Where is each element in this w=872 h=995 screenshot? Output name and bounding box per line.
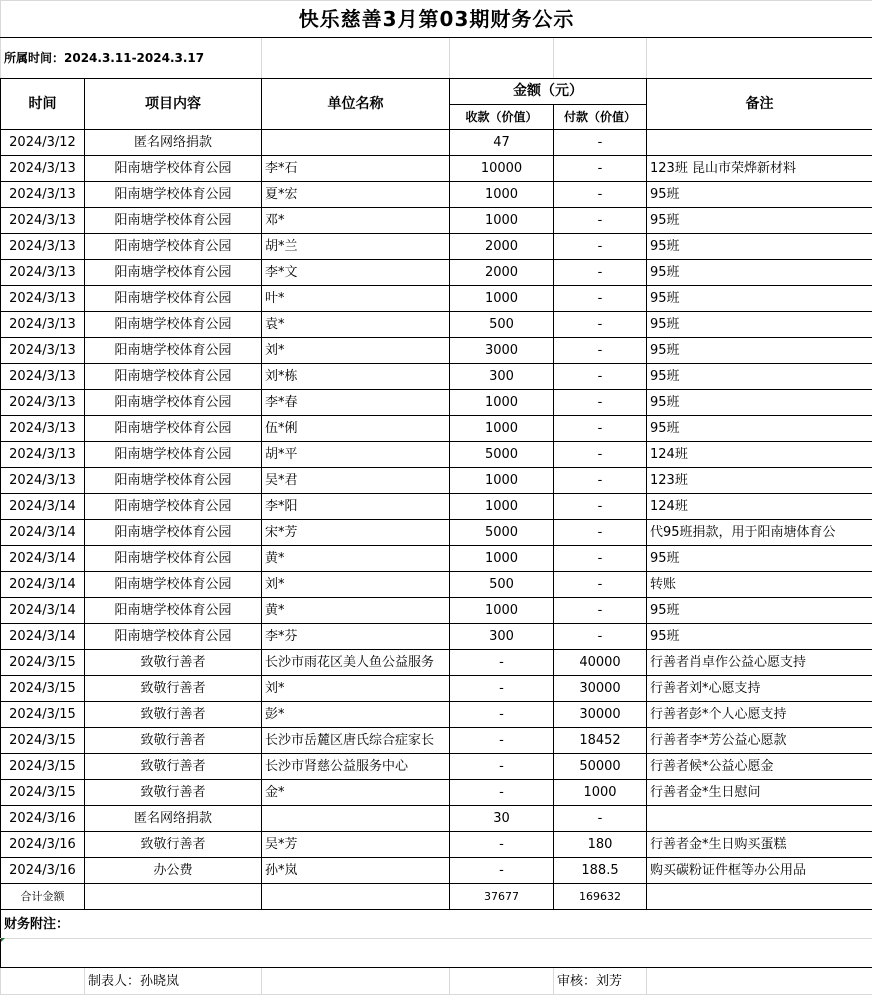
- cell-unit[interactable]: 邓*: [262, 208, 450, 234]
- cell-remark[interactable]: 123班 昆山市荣烨新材料: [647, 156, 872, 182]
- cell-remark[interactable]: 124班: [647, 442, 872, 468]
- cell-item[interactable]: 致敬行善者: [85, 780, 262, 806]
- table-row: [1, 364, 872, 390]
- cell-unit[interactable]: 李*阳: [262, 494, 450, 520]
- cell-remark[interactable]: 95班: [647, 416, 872, 442]
- cell-item[interactable]: 阳南塘学校体育公园: [85, 598, 262, 624]
- notes-content-row: [1, 939, 872, 968]
- table-row: [1, 442, 872, 468]
- cell-income[interactable]: -: [450, 650, 554, 676]
- cell-payment[interactable]: 30000: [554, 702, 647, 728]
- cell-income[interactable]: 300: [450, 624, 554, 650]
- cell-date[interactable]: 2024/3/14: [1, 572, 85, 598]
- cell-item[interactable]: 阳南塘学校体育公园: [85, 546, 262, 572]
- cell-date[interactable]: 2024/3/13: [1, 208, 85, 234]
- cell-date[interactable]: 2024/3/16: [1, 806, 85, 832]
- cell-remark[interactable]: 95班: [647, 598, 872, 624]
- cell-date[interactable]: 2024/3/13: [1, 234, 85, 260]
- cell-unit[interactable]: 伍*俐: [262, 416, 450, 442]
- cell-unit[interactable]: 李*芬: [262, 624, 450, 650]
- cell-payment[interactable]: -: [554, 572, 647, 598]
- cell-date[interactable]: 2024/3/13: [1, 182, 85, 208]
- table-row: [1, 286, 872, 312]
- cell-payment[interactable]: 50000: [554, 754, 647, 780]
- table-row: [1, 156, 872, 182]
- cell-income[interactable]: 500: [450, 572, 554, 598]
- table-row: [1, 338, 872, 364]
- cell-income[interactable]: 1000: [450, 390, 554, 416]
- cell-item[interactable]: 阳南塘学校体育公园: [85, 572, 262, 598]
- cell-remark[interactable]: 行善者彭*个人心愿支持: [647, 702, 872, 728]
- totals-label: 合计金额: [1, 884, 85, 910]
- header-income: 收款（价值）: [450, 105, 554, 130]
- cell-remark[interactable]: 95班: [647, 182, 872, 208]
- cell-income[interactable]: 1000: [450, 416, 554, 442]
- cell-remark[interactable]: 转账: [647, 572, 872, 598]
- totals-income: 37677: [450, 884, 554, 910]
- table-row: [1, 858, 872, 884]
- cell-remark[interactable]: 购买碳粉证件框等办公用品: [647, 858, 872, 884]
- period-label: 所属时间：2024.3.11-2024.3.17: [1, 38, 262, 79]
- cell-income[interactable]: 2000: [450, 234, 554, 260]
- cell-unit[interactable]: 胡*平: [262, 442, 450, 468]
- table-row: [1, 494, 872, 520]
- cell-unit[interactable]: 李*春: [262, 390, 450, 416]
- cell-income[interactable]: 5000: [450, 442, 554, 468]
- table-row: [1, 650, 872, 676]
- cell-income[interactable]: 1000: [450, 494, 554, 520]
- table-row: [1, 390, 872, 416]
- cell-payment[interactable]: -: [554, 156, 647, 182]
- cell-unit[interactable]: 吴*芳: [262, 832, 450, 858]
- cell-income[interactable]: 1000: [450, 546, 554, 572]
- cell-payment[interactable]: -: [554, 494, 647, 520]
- cell-date[interactable]: 2024/3/12: [1, 130, 85, 156]
- cell-income[interactable]: 1000: [450, 286, 554, 312]
- cell-remark[interactable]: 95班: [647, 260, 872, 286]
- table-row: [1, 598, 872, 624]
- cell-remark[interactable]: 行善者金*生日慰问: [647, 780, 872, 806]
- cell-item[interactable]: 阳南塘学校体育公园: [85, 390, 262, 416]
- cell-date[interactable]: 2024/3/13: [1, 468, 85, 494]
- cell-income[interactable]: 10000: [450, 156, 554, 182]
- cell-income[interactable]: 1000: [450, 598, 554, 624]
- totals-payment: 169632: [554, 884, 647, 910]
- cell-remark[interactable]: [647, 806, 872, 832]
- notes-row: [1, 910, 872, 939]
- reviewer-label: 审核：刘芳: [554, 968, 647, 995]
- cell-payment[interactable]: -: [554, 416, 647, 442]
- cell-item[interactable]: 阳南塘学校体育公园: [85, 260, 262, 286]
- table-row: [1, 676, 872, 702]
- cell-item[interactable]: 致敬行善者: [85, 650, 262, 676]
- cell-unit[interactable]: 孙*岚: [262, 858, 450, 884]
- cell-payment[interactable]: 30000: [554, 676, 647, 702]
- cell-item[interactable]: 阳南塘学校体育公园: [85, 468, 262, 494]
- cell-date[interactable]: 2024/3/14: [1, 624, 85, 650]
- cell-payment[interactable]: 188.5: [554, 858, 647, 884]
- cell-income[interactable]: 300: [450, 364, 554, 390]
- cell-income[interactable]: -: [450, 676, 554, 702]
- cell-payment[interactable]: 1000: [554, 780, 647, 806]
- cell-date[interactable]: 2024/3/13: [1, 260, 85, 286]
- cell-unit[interactable]: 夏*宏: [262, 182, 450, 208]
- cell-item[interactable]: 阳南塘学校体育公园: [85, 494, 262, 520]
- cell-item[interactable]: 阳南塘学校体育公园: [85, 624, 262, 650]
- cell-marker-icon: [1, 938, 5, 942]
- cell-payment[interactable]: -: [554, 364, 647, 390]
- header-date: 时间: [1, 79, 85, 130]
- cell-date[interactable]: 2024/3/16: [1, 832, 85, 858]
- table-row: [1, 780, 872, 806]
- cell-unit[interactable]: 刘*栋: [262, 364, 450, 390]
- cell-item[interactable]: 阳南塘学校体育公园: [85, 286, 262, 312]
- cell-date[interactable]: 2024/3/13: [1, 286, 85, 312]
- cell-item[interactable]: 致敬行善者: [85, 676, 262, 702]
- cell-unit[interactable]: 李*石: [262, 156, 450, 182]
- cell-income[interactable]: -: [450, 702, 554, 728]
- header-unit: 单位名称: [262, 79, 450, 130]
- table-row: [1, 702, 872, 728]
- cell-date[interactable]: 2024/3/14: [1, 520, 85, 546]
- cell-payment[interactable]: -: [554, 806, 647, 832]
- cell-payment[interactable]: -: [554, 468, 647, 494]
- cell-payment[interactable]: -: [554, 442, 647, 468]
- cell-date[interactable]: 2024/3/14: [1, 546, 85, 572]
- table-row: [1, 260, 872, 286]
- cell-income[interactable]: 30: [450, 806, 554, 832]
- cell-unit[interactable]: 金*: [262, 780, 450, 806]
- cell-date[interactable]: 2024/3/13: [1, 338, 85, 364]
- cell-date[interactable]: 2024/3/13: [1, 312, 85, 338]
- cell-remark[interactable]: 行善者金*生日购买蛋糕: [647, 832, 872, 858]
- table-row: [1, 754, 872, 780]
- cell-item[interactable]: 办公费: [85, 858, 262, 884]
- header-payment: 付款（价值）: [554, 105, 647, 130]
- cell-income[interactable]: -: [450, 754, 554, 780]
- cell-income[interactable]: -: [450, 832, 554, 858]
- cell-date[interactable]: 2024/3/15: [1, 754, 85, 780]
- cell-item[interactable]: 阳南塘学校体育公园: [85, 442, 262, 468]
- table-row: [1, 312, 872, 338]
- table-row: [1, 572, 872, 598]
- cell-date[interactable]: 2024/3/13: [1, 364, 85, 390]
- cell-income[interactable]: -: [450, 780, 554, 806]
- cell-income[interactable]: 3000: [450, 338, 554, 364]
- cell-payment[interactable]: -: [554, 624, 647, 650]
- cell-unit[interactable]: 黄*: [262, 546, 450, 572]
- cell-remark[interactable]: 行善者刘*心愿支持: [647, 676, 872, 702]
- table-row: [1, 468, 872, 494]
- cell-unit[interactable]: 叶*: [262, 286, 450, 312]
- cell-payment[interactable]: -: [554, 598, 647, 624]
- cell-date[interactable]: 2024/3/15: [1, 676, 85, 702]
- cell-item[interactable]: 阳南塘学校体育公园: [85, 364, 262, 390]
- table-row: [1, 182, 872, 208]
- cell-unit[interactable]: 长沙市岳麓区唐氏综合症家长: [262, 728, 450, 754]
- table-row: [1, 832, 872, 858]
- cell-payment[interactable]: -: [554, 234, 647, 260]
- table-row: [1, 130, 872, 156]
- cell-payment[interactable]: -: [554, 182, 647, 208]
- cell-date[interactable]: 2024/3/15: [1, 780, 85, 806]
- table-row: [1, 520, 872, 546]
- cell-remark[interactable]: 行善者肖卓作公益心愿支持: [647, 650, 872, 676]
- table-row: [1, 416, 872, 442]
- cell-item[interactable]: 阳南塘学校体育公园: [85, 338, 262, 364]
- cell-unit[interactable]: 长沙市肾慈公益服务中心: [262, 754, 450, 780]
- table-row: [1, 546, 872, 572]
- cell-unit[interactable]: 胡*兰: [262, 234, 450, 260]
- header-remark: 备注: [647, 79, 872, 130]
- table-row: [1, 728, 872, 754]
- cell-item[interactable]: 致敬行善者: [85, 754, 262, 780]
- cell-income[interactable]: -: [450, 858, 554, 884]
- cell-income[interactable]: 1000: [450, 208, 554, 234]
- cell-remark[interactable]: 95班: [647, 390, 872, 416]
- cell-payment[interactable]: 180: [554, 832, 647, 858]
- cell-item[interactable]: 阳南塘学校体育公园: [85, 312, 262, 338]
- cell-unit[interactable]: 宋*芳: [262, 520, 450, 546]
- cell-payment[interactable]: -: [554, 312, 647, 338]
- cell-payment[interactable]: -: [554, 338, 647, 364]
- cell-item[interactable]: 阳南塘学校体育公园: [85, 234, 262, 260]
- cell-remark[interactable]: 123班: [647, 468, 872, 494]
- cell-item[interactable]: 致敬行善者: [85, 728, 262, 754]
- cell-remark[interactable]: 95班: [647, 624, 872, 650]
- cell-date[interactable]: 2024/3/13: [1, 442, 85, 468]
- cell-income[interactable]: 500: [450, 312, 554, 338]
- table-row: [1, 624, 872, 650]
- table-row: [1, 806, 872, 832]
- cell-income[interactable]: 1000: [450, 468, 554, 494]
- cell-remark[interactable]: 95班: [647, 234, 872, 260]
- cell-payment[interactable]: -: [554, 546, 647, 572]
- cell-income[interactable]: -: [450, 728, 554, 754]
- cell-unit[interactable]: [262, 806, 450, 832]
- cell-unit[interactable]: 刘*: [262, 572, 450, 598]
- cell-date[interactable]: 2024/3/16: [1, 858, 85, 884]
- cell-unit[interactable]: 长沙市雨花区美人鱼公益服务: [262, 650, 450, 676]
- cell-item[interactable]: 阳南塘学校体育公园: [85, 182, 262, 208]
- cell-unit[interactable]: 刘*: [262, 338, 450, 364]
- cell-unit[interactable]: 李*文: [262, 260, 450, 286]
- cell-payment[interactable]: -: [554, 286, 647, 312]
- header-amount: 金额（元）: [450, 79, 647, 105]
- cell-remark[interactable]: 95班: [647, 208, 872, 234]
- cell-payment[interactable]: 40000: [554, 650, 647, 676]
- cell-income[interactable]: 47: [450, 130, 554, 156]
- cell-payment[interactable]: -: [554, 260, 647, 286]
- cell-unit[interactable]: 刘*: [262, 676, 450, 702]
- cell-remark[interactable]: 124班: [647, 494, 872, 520]
- cell-payment[interactable]: 18452: [554, 728, 647, 754]
- cell-payment[interactable]: -: [554, 208, 647, 234]
- cell-date[interactable]: 2024/3/13: [1, 390, 85, 416]
- cell-date[interactable]: 2024/3/15: [1, 650, 85, 676]
- cell-date[interactable]: 2024/3/13: [1, 156, 85, 182]
- cell-income[interactable]: 1000: [450, 182, 554, 208]
- header-item: 项目内容: [85, 79, 262, 130]
- cell-income[interactable]: 5000: [450, 520, 554, 546]
- cell-income[interactable]: 2000: [450, 260, 554, 286]
- cell-remark[interactable]: 行善者李*芳公益心愿款: [647, 728, 872, 754]
- cell-unit[interactable]: 彭*: [262, 702, 450, 728]
- cell-remark[interactable]: 95班: [647, 312, 872, 338]
- cell-date[interactable]: 2024/3/15: [1, 702, 85, 728]
- cell-remark[interactable]: 95班: [647, 546, 872, 572]
- totals-row: [1, 884, 872, 910]
- cell-remark[interactable]: 95班: [647, 338, 872, 364]
- signature-row: [1, 968, 872, 995]
- preparer-label: 制表人：孙晓岚: [85, 968, 262, 995]
- cell-item[interactable]: 阳南塘学校体育公园: [85, 416, 262, 442]
- table-row: [1, 234, 872, 260]
- cell-unit[interactable]: 袁*: [262, 312, 450, 338]
- cell-unit[interactable]: 黄*: [262, 598, 450, 624]
- cell-item[interactable]: 阳南塘学校体育公园: [85, 208, 262, 234]
- notes-content[interactable]: [1, 939, 872, 968]
- cell-remark[interactable]: [647, 130, 872, 156]
- cell-date[interactable]: 2024/3/14: [1, 598, 85, 624]
- cell-remark[interactable]: 代95班捐款，用于阳南塘体育公: [647, 520, 872, 546]
- cell-unit[interactable]: 吴*君: [262, 468, 450, 494]
- table-row: [1, 208, 872, 234]
- cell-date[interactable]: 2024/3/14: [1, 494, 85, 520]
- cell-remark[interactable]: 95班: [647, 364, 872, 390]
- cell-payment[interactable]: -: [554, 390, 647, 416]
- cell-payment[interactable]: -: [554, 520, 647, 546]
- cell-item[interactable]: 阳南塘学校体育公园: [85, 520, 262, 546]
- cell-date[interactable]: 2024/3/13: [1, 416, 85, 442]
- cell-item[interactable]: 匿名网络捐款: [85, 806, 262, 832]
- cell-item[interactable]: 匿名网络捐款: [85, 130, 262, 156]
- cell-remark[interactable]: 行善者候*公益心愿金: [647, 754, 872, 780]
- cell-date[interactable]: 2024/3/15: [1, 728, 85, 754]
- cell-payment[interactable]: -: [554, 130, 647, 156]
- cell-item[interactable]: 阳南塘学校体育公园: [85, 156, 262, 182]
- notes-label: 财务附注：: [1, 910, 872, 939]
- cell-item[interactable]: 致敬行善者: [85, 832, 262, 858]
- cell-remark[interactable]: 95班: [647, 286, 872, 312]
- cell-item[interactable]: 致敬行善者: [85, 702, 262, 728]
- cell-unit[interactable]: [262, 130, 450, 156]
- sheet-title: 快乐慈善3月第03期财务公示: [1, 1, 872, 38]
